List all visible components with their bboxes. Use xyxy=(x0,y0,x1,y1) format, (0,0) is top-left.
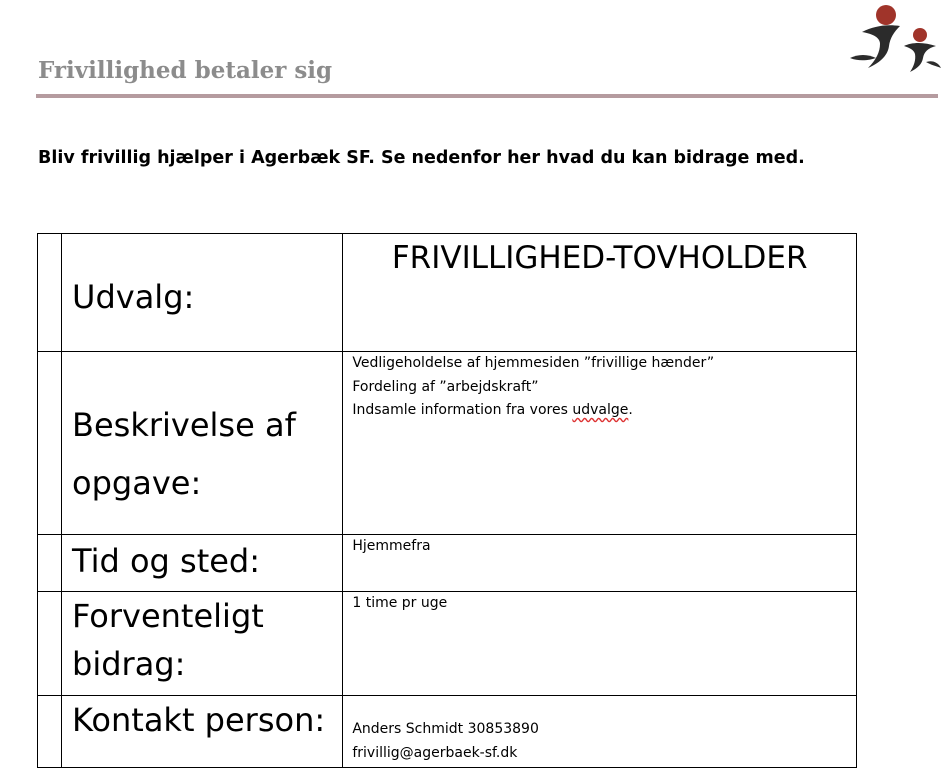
description-line: Vedligeholdelse af hjemmesiden ”frivillige hænder” xyxy=(352,355,715,371)
logo-head-small xyxy=(913,28,927,42)
label-bidrag-line1: Forventeligt xyxy=(72,597,264,635)
document-header-title: Frivillighed betaler sig xyxy=(38,57,333,84)
label-cell xyxy=(62,696,343,768)
row-kontakt xyxy=(38,696,857,768)
label-beskrivelse-line2: opgave: xyxy=(72,464,202,502)
label-cell xyxy=(62,592,343,696)
logo-figure-small-leg xyxy=(926,61,941,68)
club-logo xyxy=(846,2,942,74)
logo-figure-small xyxy=(904,43,936,72)
intro-text: Bliv frivillig hjælper i Agerbæk SF. Se nedenfor her hvad du kan bidrage med. xyxy=(38,148,805,168)
label-bidrag-line2: bidrag: xyxy=(72,645,186,683)
value-cell xyxy=(343,696,857,768)
label-udvalg: Udvalg: xyxy=(72,278,195,316)
label-cell xyxy=(62,234,343,352)
logo-head-large xyxy=(876,5,896,25)
description-line: Fordeling af ”arbejdskraft” xyxy=(352,378,539,395)
row-udvalg xyxy=(38,234,857,352)
label-tid: Tid og sted: xyxy=(72,542,261,580)
value-cell xyxy=(343,234,857,352)
row-stub xyxy=(38,592,62,696)
value-cell xyxy=(343,352,857,535)
label-cell xyxy=(62,535,343,592)
value-bidrag: 1 time pr uge xyxy=(352,595,448,611)
volunteer-role-table xyxy=(37,233,857,768)
row-stub xyxy=(38,352,62,535)
description-line-prefix: Indsamle information fra vores xyxy=(352,402,573,418)
row-stub xyxy=(38,234,62,352)
row-beskrivelse xyxy=(38,352,857,535)
label-beskrivelse-line1: Beskrivelse af xyxy=(72,406,296,444)
logo-figure-large-leg xyxy=(850,55,876,60)
row-stub xyxy=(38,696,62,768)
misspelled-word: udvalge xyxy=(572,402,629,418)
contact-name-phone: Anders Schmidt 30853890 xyxy=(352,721,539,737)
label-cell xyxy=(62,352,343,535)
label-kontakt: Kontakt person: xyxy=(72,701,326,739)
row-stub xyxy=(38,535,62,592)
value-tid: Hjemmefra xyxy=(352,538,431,554)
description-line-suffix: . xyxy=(628,402,633,418)
row-bidrag xyxy=(38,592,857,696)
value-udvalg: FRIVILLIGHED-TOVHOLDER xyxy=(391,240,808,276)
value-cell xyxy=(343,592,857,696)
logo-figure-large xyxy=(862,25,900,68)
description-line xyxy=(352,399,856,423)
contact-email: frivillig@agerbaek-sf.dk xyxy=(352,744,518,761)
value-cell xyxy=(343,535,857,592)
header-divider xyxy=(36,94,938,98)
row-tid xyxy=(38,535,857,592)
